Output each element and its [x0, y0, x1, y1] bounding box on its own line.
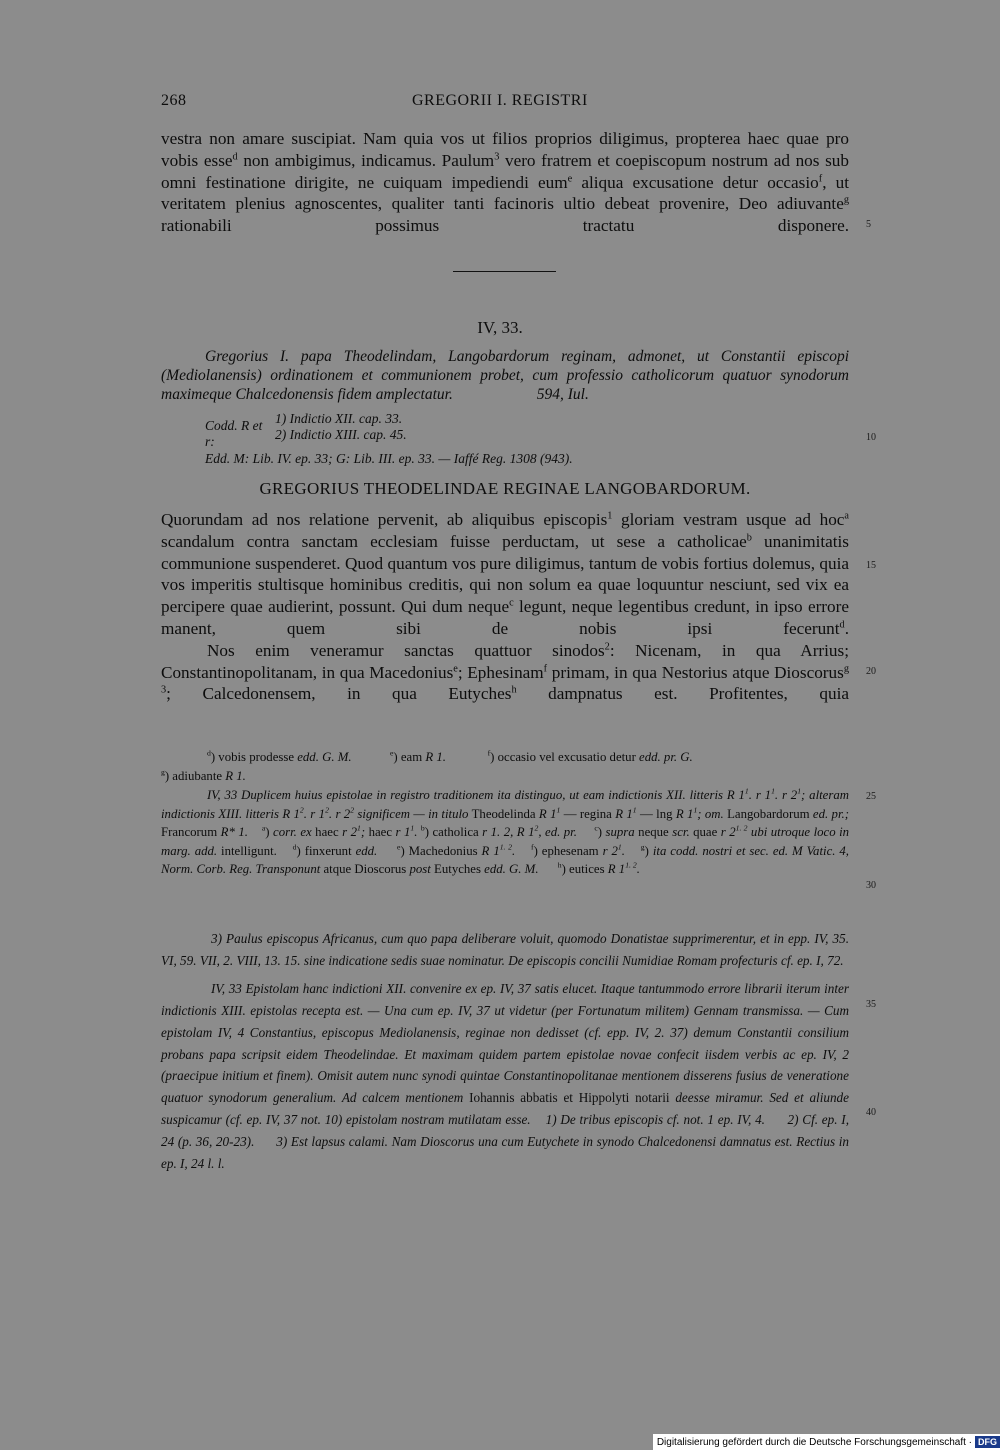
codd-line-1: 1) Indictio XII. cap. 33.: [275, 411, 403, 426]
footer-text: Digitalisierung gefördert durch die Deutsche Forschungsgemeinschaft ·: [656, 1436, 972, 1448]
page-number: 268: [161, 92, 187, 109]
epistle-number: IV, 33.: [477, 318, 523, 337]
footnotes-previous: [161, 748, 849, 785]
line-number: 5: [866, 219, 871, 230]
line-number: 35: [866, 999, 876, 1010]
critical-apparatus: [161, 786, 849, 879]
codices: [205, 411, 805, 467]
body-paragraph-1: Quorundam ad nos relatione pervenit, ab aliquibus episcopis$^1$ gloriam vestram usque ad hoc$^a$ scandalum contra sanctam ecclesiam fuisse perductam, ut sese a catholicae$^b$ unanimitatis communione suspenderet. Quod quantum vos pure diligimus, tantum de vobis fortius dolemus, quia vos imperitis stultisque hominibus creditis, qui non solum ea quae loquuntur nesciunt, sed vix ea percipere quae audierint, possunt. Qui dum neque$^c$ legunt, neque legentibus credunt, in ipso errore manent, quem sibi de nobis ipsi fecerunt$^d$.: [161, 510, 849, 638]
epistle-heading: GREGORIUS THEODELINDAE REGINAE LANGOBARDORUM.: [259, 479, 751, 498]
top-text: [161, 128, 849, 237]
dfg-logo: DFG: [975, 1436, 1000, 1448]
line-number: 25: [866, 791, 876, 802]
editions: Edd. M: Lib. IV. ep. 33; G: Lib. III. ep. 33. — Iaffé Reg. 1308 (943).: [205, 451, 573, 466]
body-paragraph-2: Nos enim veneramur sanctas quattuor sinodos$^2$: Nicenam, in qua Arrius; Constantinopolitanam, in qua Macedonius$^e$; Ephesinam$^f$ primam, in qua Nestorius atque Dioscorus$^{g 3}$; Calcedonensem, in qua Eutyches$^h$ dampnatus est. Profitentes, quia: [161, 640, 849, 704]
dfg-footer: [653, 1434, 1000, 1450]
codd-line-2: 2) Indictio XIII. cap. 45.: [275, 426, 407, 442]
line-number: 20: [866, 666, 876, 677]
footnotes-prev-text: $^d$) vobis prodesse edd. G. M. $^e$) eam R 1. $^f$) occasio vel excusatio detur edd. pr. G. $^g$) adiubante R 1.: [161, 748, 693, 783]
summary-text: Gregorius I. papa Theodelindam, Langobardorum reginam, admonet, ut Constantii episcopi (Mediolanensis) ordinationem et communionem probet, cum professio catholicorum quatuor synodorum maximeque Chalcedonensis fidem amplectatur.: [161, 348, 849, 404]
line-number: 10: [866, 432, 876, 443]
commentary-note-2: IV, 33 Epistolam hanc indictioni XII. convenire ex ep. IV, 37 satis elucet. Itaque tantummodo errore librarii iterum inter indictionis XIII. epistolas recepta est. — Una cum ep. IV, 37 ut videtur (per Fortunatum militem) Gennam transmissa. — Cum epistolam IV, 4 Constantius, episcopus Mediolanensis, reginae non dedisset (cf. epp. IV, 2. 37) demum Constantii consilium probans papa scripsit eidem Theodelindae. Et maximam quidem partem epistolae novae confecit iisdem verbis ac ep. IV, 2 (praecipue initium et finem). Omisit autem nunc synodi quintae Constantinopolitanae mentionem disserens fusius de veneratione quatuor synodorum generalium. Ad calcem mentionem Iohannis abbatis et Hippolyti notarii deesse miramur. Sed et aliunde suspicamur (cf. ep. IV, 37 not. 10) epistolam nostram mutilatam esse. 1) De tribus episcopis cf. not. 1 ep. IV, 4. 2) Cf. ep. I, 24 (p. 36, 20-23). 3) Est lapsus calami. Nam Dioscorus una cum Eutychete in synodo Chalcedonensi damnatus est. Rectius in ep. I, 24 l. l.: [161, 980, 850, 1172]
line-number: 40: [866, 1107, 876, 1118]
top-paragraph: vestra non amare suscipiat. Nam quia vos ut filios proprios diligimus, propterea haec quae pro vobis esse$^d$ non ambigimus, indicamus. Paulum$^3$ vero fratrem et coepiscopum nostrum ad nos sub omni festinatione dirigite, ne cuiquam impediendi eum$^e$ aliqua excusatione detur occasio$^f$, ut veritatem plenius agnoscentes, qualiter tanti facinoris ultio debeat provenire, Deo adiuvante$^g$ rationabili possimus tractatu disponere.: [161, 129, 849, 236]
commentary: [161, 928, 849, 1181]
epistle-body: [161, 509, 849, 705]
running-title: GREGORII I. REGISTRI: [412, 92, 588, 109]
commentary-note-1: 3) Paulus episcopus Africanus, cum quo papa deliberare voluit, quomodo Donatistae supprimerentur, et in epp. IV, 35. VI, 59. VII, 2. VIII, 13. 15. sine indicatione sedis suae nominatur. De episcopis concilii Numidiae Romam profecturis cf. ep. I, 72.: [161, 931, 849, 968]
epistle-date: 594, Iul.: [536, 386, 589, 404]
section-divider: [453, 271, 556, 272]
line-number: 30: [866, 880, 876, 891]
line-number: 15: [866, 560, 876, 571]
epistle-summary: [161, 347, 849, 405]
codd-label: Codd. R et r:: [205, 418, 263, 449]
apparatus-text: IV, 33 Duplicem huius epistolae in registro traditionem ita distinguo, ut eam indictionis XII. litteris R $1^1$. r $1^1$. r $2^1$; alteram indictionis XIII. litteris R $1^2$. r $1^2$. r $2^2$ significem — in titulo Theodelinda R $1^1$ — regina R $1^1$ — lng R $1^1$; om. Langobardorum ed. pr.; Francorum R* 1. $^a$) corr. ex haec r $2^1$; haec r $1^1$. $^b$) catholica r 1. 2, R $1^2$, ed. pr. $^c$) supra neque scr. quae r $2^{1. 2}$ ubi utroque loco in marg. add. intelligunt. $^d$) finxerunt edd. $^e$) Machedonius R $1^{1. 2}$. $^f$) ephesenam r $2^1$. $^g$) ita codd. nostri et sec. ed. M Vatic. 4, Norm. Corb. Reg. Transponunt atque Dioscorus post Eutyches edd. G. M. $^h$) eutices R $1^{1. 2}$.: [161, 786, 850, 877]
